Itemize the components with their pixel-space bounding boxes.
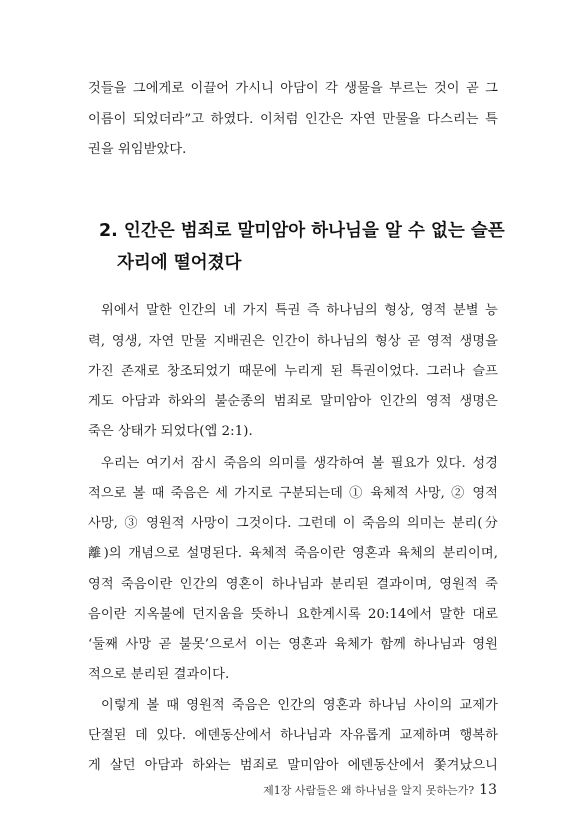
section-heading-line: 2. 인간은 범죄로 말미암아 하나님을 알 수 없는 슬픈 bbox=[99, 221, 505, 241]
text-line: 이렇게 볼 때 영원적 죽음은 인간의 영혼과 하나님 사이의 교제가 bbox=[101, 698, 498, 713]
text-line: 가진 존재로 창조되었기 때문에 누리게 된 특권이었다. 그러나 슬프 bbox=[88, 364, 498, 379]
page-footer bbox=[263, 783, 497, 798]
page-number: 13 bbox=[479, 782, 497, 798]
text-line: 력, 영생, 자연 만물 지배권은 인간이 하나님의 형상 곧 영적 생명을 bbox=[88, 334, 498, 349]
text-line: 離)의 개념으로 설명된다. 육체적 죽음이란 영혼과 육체의 분리이며, bbox=[88, 546, 498, 561]
text-line: 게도 아담과 하와의 불순종의 범죄로 말미암아 인간의 영적 생명은 bbox=[88, 394, 498, 409]
section-heading-line: 자리에 떨어졌다 bbox=[117, 253, 242, 273]
text-line: 죽은 상태가 되었다(엡 2:1). bbox=[88, 424, 253, 439]
text-line: 권을 위임받았다. bbox=[88, 142, 187, 157]
text-line: 이름이 되었더라”고 하였다. 이처럼 인간은 자연 만물을 다스리는 특 bbox=[88, 112, 498, 127]
text-line: 적으로 분리된 결과이다. bbox=[88, 667, 230, 682]
running-title: 제1장 사람들은 왜 하나님을 알지 못하는가? bbox=[263, 784, 475, 797]
text-line: 것들을 그에게로 이끌어 가시니 아담이 각 생물을 부르는 것이 곧 그 bbox=[88, 81, 498, 96]
text-line: 사망, ③ 영원적 사망이 그것이다. 그런데 이 죽음의 의미는 분리(分 bbox=[88, 516, 498, 531]
text-line: 위에서 말한 인간의 네 가지 특권 즉 하나님의 형상, 영적 분별 능 bbox=[101, 303, 498, 318]
text-line: 우리는 여기서 잠시 죽음의 의미를 생각하여 볼 필요가 있다. 성경 bbox=[101, 456, 498, 471]
text-line: 적으로 볼 때 죽음은 세 가지로 구분되는데 ① 육체적 사망, ② 영적 bbox=[88, 486, 498, 501]
text-line: 음이란 지옥불에 던지움을 뜻하니 요한계시록 20:14에서 말한 대로 bbox=[88, 607, 498, 622]
text-line: 단절된 데 있다. 에덴동산에서 하나님과 자유롭게 교제하며 행복하 bbox=[88, 728, 498, 743]
text-line: 영적 죽음이란 인간의 영혼이 하나님과 분리된 결과이며, 영원적 죽 bbox=[88, 577, 498, 592]
text-line: 게 살던 아담과 하와는 범죄로 말미암아 에덴동산에서 쫓겨났으니 bbox=[88, 758, 498, 773]
text-line: ‘둘째 사망 곧 불못’으로서 이는 영혼과 육체가 함께 하나님과 영원 bbox=[88, 637, 498, 652]
